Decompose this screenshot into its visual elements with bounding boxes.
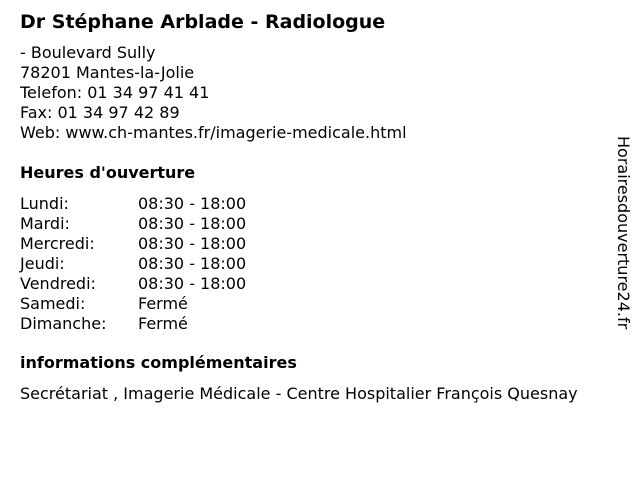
day-label: Mardi:: [20, 214, 70, 233]
day-label: Dimanche:: [20, 314, 107, 333]
hours-row-tuesday: [20, 214, 320, 234]
opening-hours-table: [20, 194, 320, 334]
fax-number: Fax: 01 34 97 42 89: [20, 103, 180, 122]
city-postcode: 78201 Mantes-la-Jolie: [20, 63, 195, 82]
hours-row-wednesday: [20, 234, 320, 254]
opening-hours-heading: Heures d'ouverture: [20, 163, 196, 182]
day-label: Lundi:: [20, 194, 69, 213]
hours-value: Fermé: [138, 314, 188, 333]
day-label: Vendredi:: [20, 274, 96, 293]
hours-value: 08:30 - 18:00: [138, 254, 247, 273]
day-label: Mercredi:: [20, 234, 95, 253]
hours-row-saturday: [20, 294, 320, 314]
additional-info-text: Secrétariat , Imagerie Médicale - Centre Hospitalier François Quesnay: [20, 384, 578, 403]
hours-value: 08:30 - 18:00: [138, 214, 247, 233]
hours-value: 08:30 - 18:00: [138, 194, 247, 213]
hours-row-sunday: [20, 314, 320, 334]
day-label: Jeudi:: [20, 254, 65, 273]
address-block: [20, 43, 407, 143]
phone-number: Telefon: 01 34 97 41 41: [20, 83, 210, 102]
hours-value: 08:30 - 18:00: [138, 234, 247, 253]
hours-row-thursday: [20, 254, 320, 274]
hours-value: Fermé: [138, 294, 188, 313]
street-address: - Boulevard Sully: [20, 43, 156, 62]
hours-row-monday: [20, 194, 320, 214]
page-title: Dr Stéphane Arblade - Radiologue: [20, 11, 386, 33]
day-label: Samedi:: [20, 294, 86, 313]
site-watermark: Horairesdouverture24.fr: [614, 136, 633, 330]
hours-row-friday: [20, 274, 320, 294]
additional-info-heading: informations complémentaires: [20, 353, 297, 372]
hours-value: 08:30 - 18:00: [138, 274, 247, 293]
website: Web: www.ch-mantes.fr/imagerie-medicale.html: [20, 123, 407, 142]
